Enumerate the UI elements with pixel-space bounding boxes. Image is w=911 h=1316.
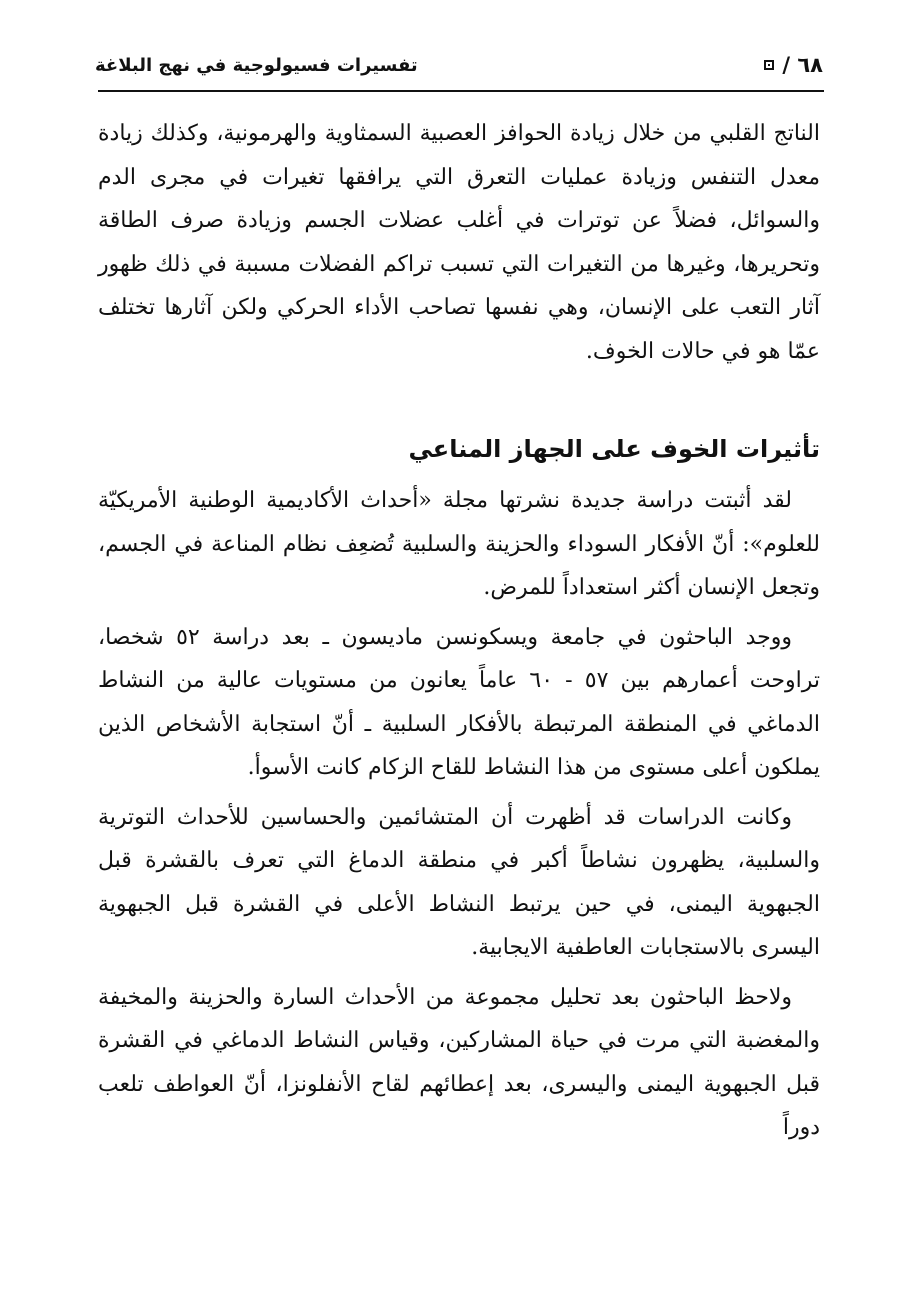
- paragraph: ووجد الباحثون في جامعة ويسكونسن ماديسون ـ بعد دراسة ٥٢ شخصا، تراوحت أعمارهم بين ٥٧ - ٦٠ عاماً يعانون من مستويات عالية من النشاط الدماغي في المنطقة المرتبطة بالأفكار السلبية ـ أنّ استجابة الأشخاص الذين يملكون أعلى مستوى من هذا النشاط للقاح الزكام كانت الأسوأ.: [98, 624, 821, 780]
- section-heading: تأثيرات الخوف على الجهاز المناعي: [408, 435, 820, 463]
- running-title: تفسيرات فسيولوجية في نهج البلاغة: [95, 54, 418, 76]
- page-number-block: [764, 53, 823, 77]
- paragraph: لقد أثبتت دراسة جديدة نشرتها مجلة «أحداث الأكاديمية الوطنية الأمريكيّة للعلوم»: أنّ الأفكار السوداء والحزينة والسلبية تُضعِف نظام المناعة في الجسم، وتجعل الإنسان أكثر استعداداً للمرض.: [98, 488, 820, 600]
- running-header: [95, 48, 823, 82]
- paragraph: وكانت الدراسات قد أظهرت أن المتشائمين والحساسين للأحداث التوترية والسلبية، يظهرون نشاطاً أكبر في منطقة الدماغ التي تعرف بالقشرة قبل الجبهوية اليمنى، في حين يرتبط النشاط الأعلى في القشرة قبل الجبهوية اليسرى بالاستجابات العاطفية الايجابية.: [98, 804, 820, 960]
- paragraph: ولاحظ الباحثون بعد تحليل مجموعة من الأحداث السارة والحزينة والمخيفة والمغضبة التي مرت في حياة المشاركين، وقياس النشاط الدماغي في القشرة قبل الجبهوية اليمنى واليسرى، بعد إعطائهم لقاح الأنفلونزا، أنّ العواطف تلعب دوراً: [98, 984, 820, 1140]
- square-bullet-icon: [764, 60, 774, 70]
- body-text: [98, 112, 820, 1150]
- header-divider: [98, 90, 824, 92]
- paragraph-continued: الناتج القلبي من خلال زيادة الحوافز العصبية السمثاوية والهرمونية، وكذلك زيادة معدل التنفس وزيادة عمليات التعرق التي يرافقها تغيرات في مجرى الدم والسوائل، فضلاً عن توترات في أغلب عضلات الجسم وزيادة صرف الطاقة وتحريرها، وغيرها من التغيرات التي تسبب تراكم الفضلات مسببة في ذلك ظهور آثار التعب على الإنسان، وهي نفسها تصاحب الأداء الحركي ولكن آثارها تختلف عمّا هو في حالات الخوف.: [98, 121, 820, 364]
- page-number: ٦٨ /: [782, 53, 823, 77]
